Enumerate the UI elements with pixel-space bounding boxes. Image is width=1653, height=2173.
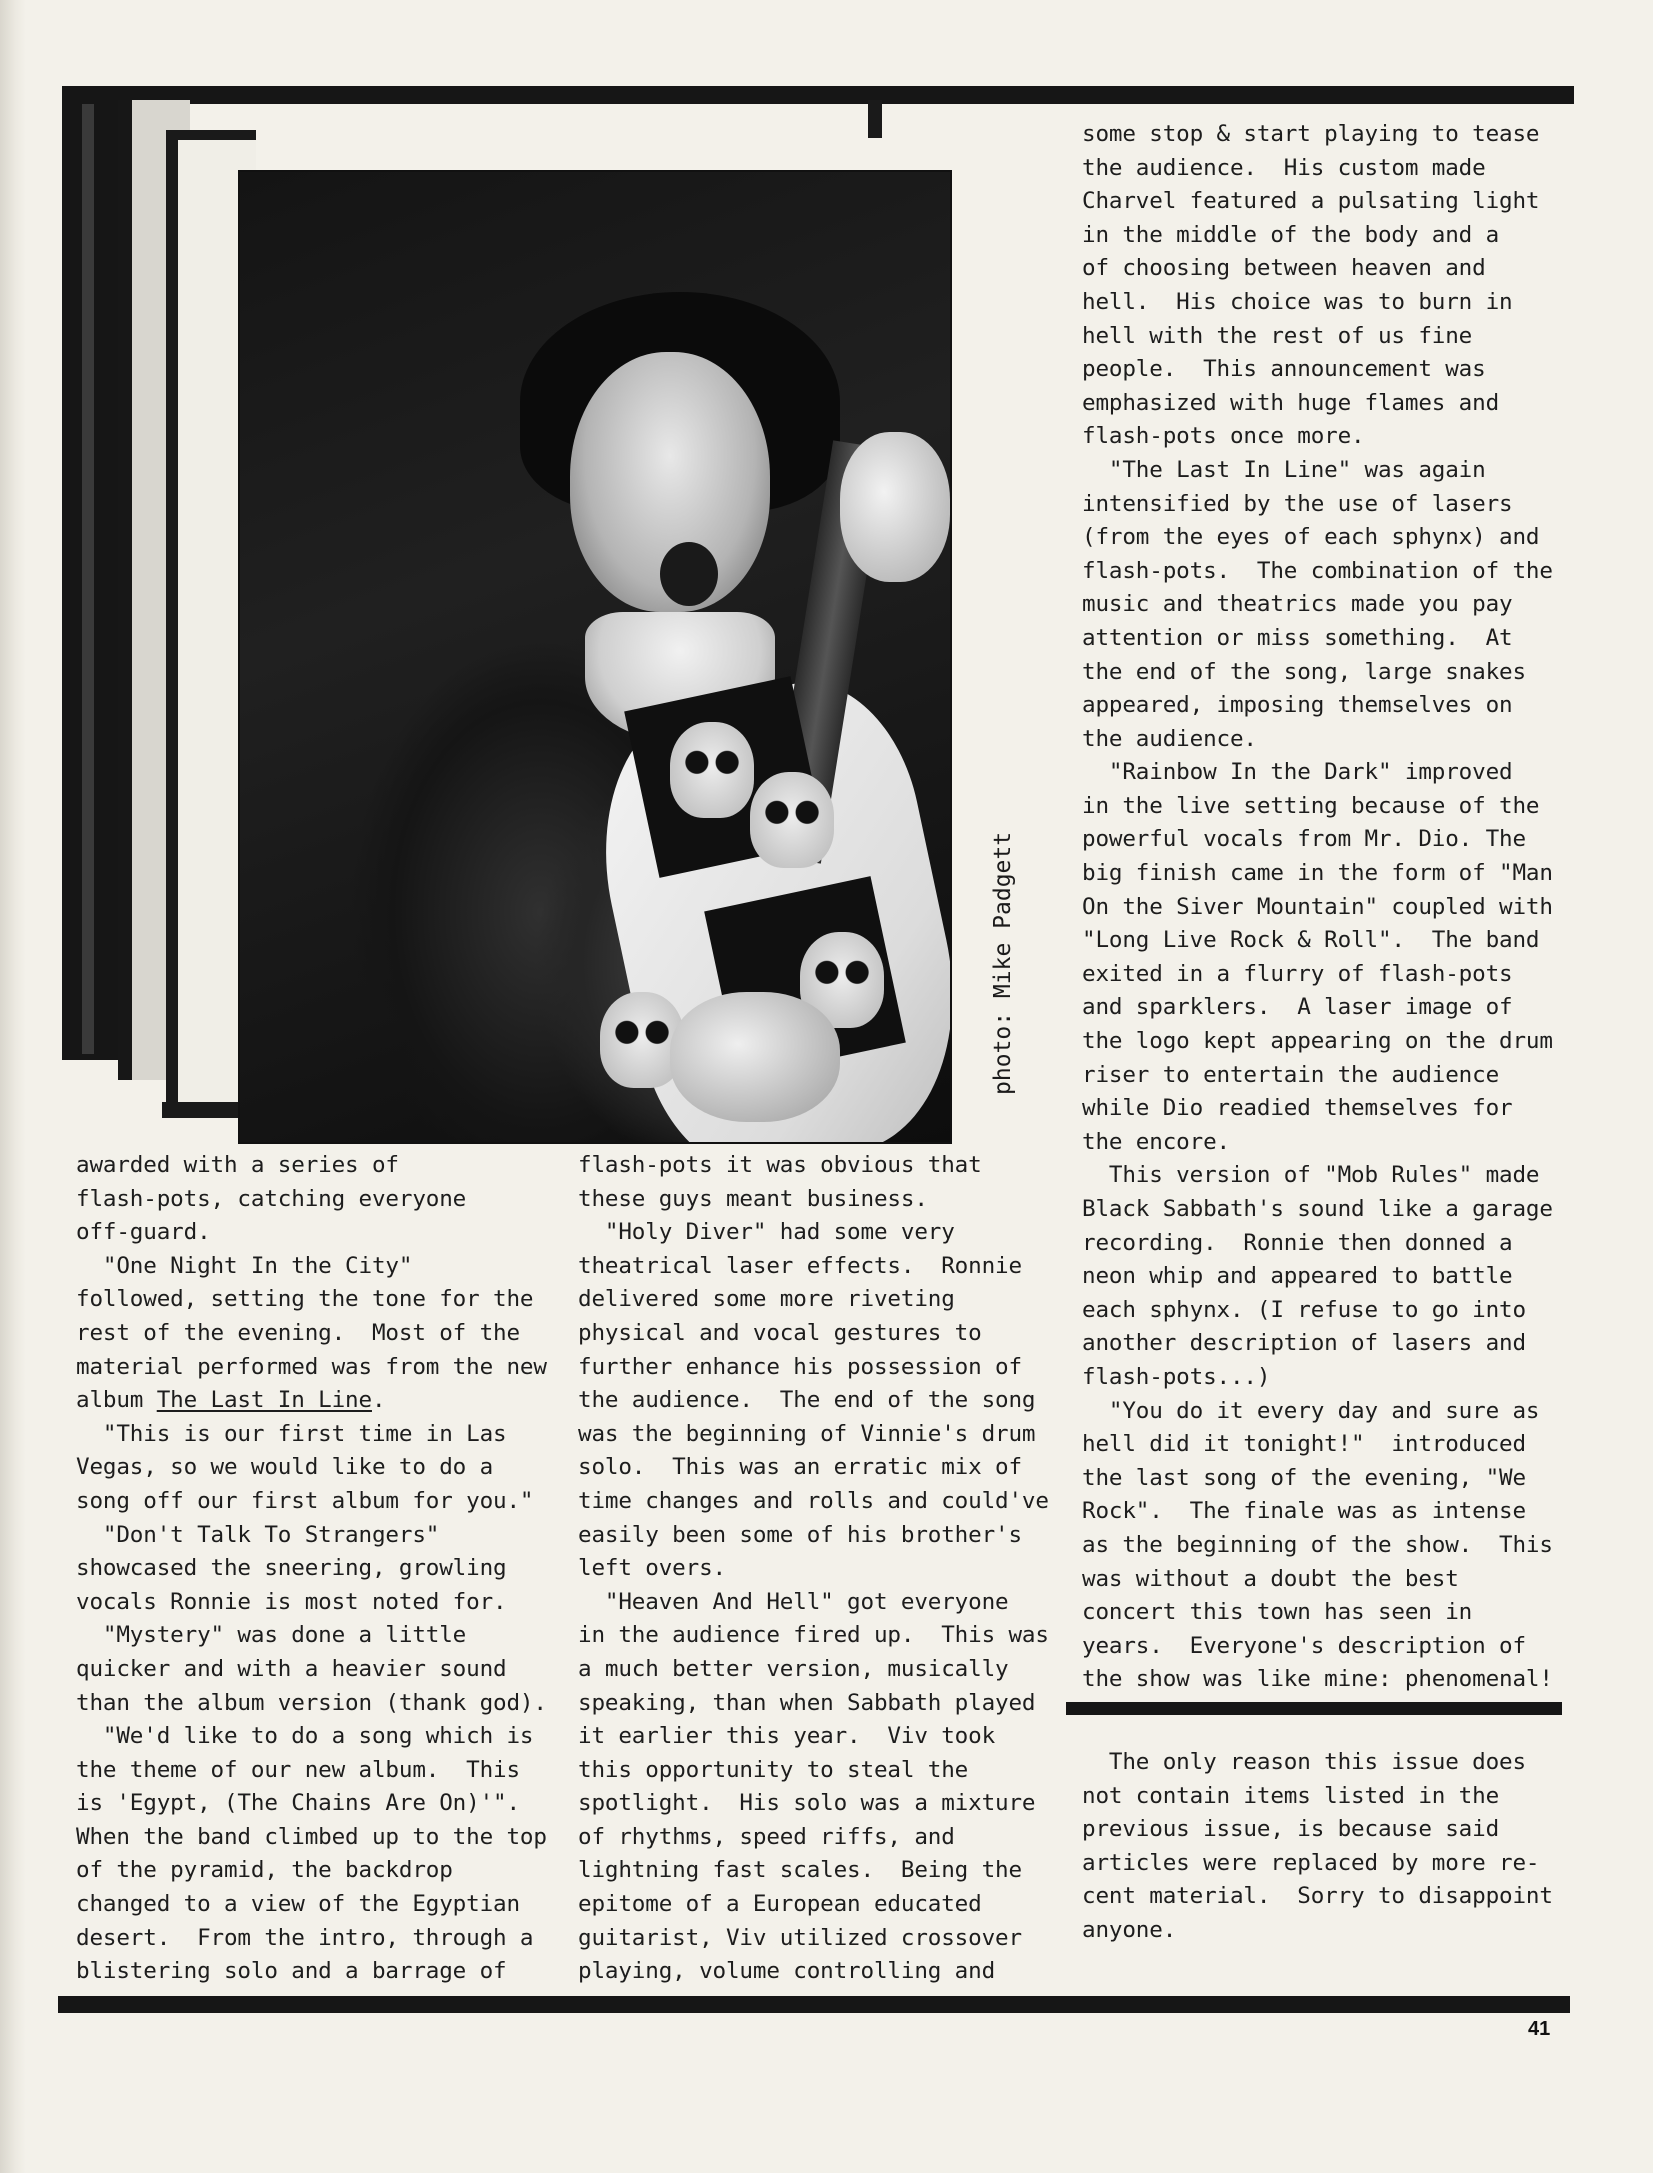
text-line: easily been some of his brother's	[578, 1521, 1022, 1548]
text-line: The only reason this issue does	[1082, 1749, 1526, 1775]
text-line: this opportunity to steal the	[578, 1756, 969, 1783]
text-line: of choosing between heaven and	[1082, 255, 1486, 282]
editor-note	[1082, 1746, 1553, 1948]
text-line: changed to a view of the Egyptian	[76, 1891, 520, 1918]
text-line: further enhance his possession of	[578, 1353, 1022, 1380]
text-line: people. This announcement was	[1082, 356, 1486, 383]
photo-skull	[750, 772, 834, 868]
text-line: neon whip and appeared to battle	[1082, 1263, 1513, 1290]
text-line: the theme of our new album. This	[76, 1756, 520, 1783]
article-column-middle	[578, 1149, 1049, 1989]
text-line: was the beginning of Vinnie's drum	[578, 1420, 1036, 1447]
text-line: attention or miss something. At	[1082, 624, 1513, 651]
photo-strumming-hand	[670, 992, 840, 1122]
text-line: each sphynx. (I refuse to go into	[1082, 1296, 1526, 1323]
text-line: vocals Ronnie is most noted for.	[76, 1588, 507, 1615]
text-line: rest of the evening. Most of the	[76, 1319, 520, 1346]
text-line: these guys meant business.	[578, 1185, 928, 1212]
text-line: previous issue, is because said	[1082, 1816, 1500, 1843]
page-number: 41	[1528, 2018, 1551, 2040]
text-line: "This is our first time in Las	[76, 1420, 507, 1447]
text-line: "One Night In the City"	[76, 1252, 413, 1279]
text-line: hell with the rest of us fine	[1082, 322, 1473, 349]
text-line: in the audience fired up. This was	[578, 1622, 1049, 1649]
text-line: it earlier this year. Viv took	[578, 1723, 996, 1750]
text-line: "Long Live Rock & Roll". The band	[1082, 927, 1540, 954]
article-column-right	[1082, 118, 1553, 1697]
text-line: Black Sabbath's sound like a garage	[1082, 1196, 1553, 1222]
text-line: "Holy Diver" had some very	[578, 1219, 955, 1246]
photo-raised-hand	[840, 432, 950, 582]
text-line: was without a doubt the best	[1082, 1565, 1459, 1592]
text-line: the audience. The end of the song	[578, 1387, 1036, 1414]
text-line: off-guard.	[76, 1219, 211, 1246]
text-line: quicker and with a heavier sound	[76, 1655, 507, 1682]
text-line: Charvel featured a pulsating light	[1082, 188, 1540, 215]
text-line: hell. His choice was to burn in	[1082, 288, 1513, 315]
text-line: speaking, than when Sabbath played	[578, 1689, 1036, 1716]
text-line: This version of "Mob Rules" made	[1082, 1162, 1540, 1189]
photo-mouth	[660, 542, 718, 606]
photo-skull	[670, 722, 754, 818]
text-line: appeared, imposing themselves on	[1082, 692, 1513, 719]
photo-frame-shadow	[162, 1102, 242, 1118]
text-line: flash-pots, catching everyone	[76, 1185, 467, 1212]
text-line: album The Last In Line.	[76, 1387, 386, 1414]
text-line: some stop & start playing to tease	[1082, 121, 1540, 147]
text-line: concert this town has seen in	[1082, 1599, 1473, 1626]
text-line: lightning fast scales. Being the	[578, 1857, 1022, 1884]
text-line: spotlight. His solo was a mixture	[578, 1790, 1036, 1817]
text-line: physical and vocal gestures to	[578, 1319, 982, 1346]
column-end-rule	[1066, 1702, 1562, 1715]
text-line: desert. From the intro, through a	[76, 1924, 534, 1951]
text-line: On the Siver Mountain" coupled with	[1082, 893, 1553, 920]
text-line: "You do it every day and sure as	[1082, 1397, 1540, 1424]
text-line: delivered some more riveting	[578, 1286, 955, 1313]
text-line: intensified by the use of lasers	[1082, 490, 1513, 517]
text-line: Vegas, so we would like to do a	[76, 1454, 494, 1481]
text-line: while Dio readied themselves for	[1082, 1095, 1513, 1122]
text-line: material performed was from the new	[76, 1353, 547, 1380]
text-line: a much better version, musically	[578, 1655, 1009, 1682]
text-line: articles were replaced by more re-	[1082, 1849, 1540, 1876]
binding-shadow	[0, 0, 26, 2173]
text-line: Rock". The finale was as intense	[1082, 1498, 1526, 1525]
text-line: showcased the sneering, growling	[76, 1555, 507, 1582]
text-line: time changes and rolls and could've	[578, 1487, 1049, 1514]
text-line: the last song of the evening, "We	[1082, 1464, 1526, 1491]
text-line: "Heaven And Hell" got everyone	[578, 1588, 1009, 1615]
text-line: the logo kept appearing on the drum	[1082, 1028, 1553, 1055]
text-line: big finish came in the form of "Man	[1082, 860, 1553, 887]
text-line: the encore.	[1082, 1128, 1230, 1155]
text-line: left overs.	[578, 1555, 726, 1582]
text-line: epitome of a European educated	[578, 1891, 982, 1918]
text-line: the audience.	[1082, 725, 1257, 752]
bottom-rule	[58, 1996, 1570, 2013]
text-line: another description of lasers and	[1082, 1330, 1526, 1357]
text-line: solo. This was an erratic mix of	[578, 1454, 1022, 1481]
text-line: "The Last In Line" was again	[1082, 456, 1486, 483]
text-line: recording. Ronnie then donned a	[1082, 1229, 1513, 1256]
text-line: cent material. Sorry to disappoint	[1082, 1883, 1553, 1910]
concert-photo	[238, 170, 952, 1144]
photo-frame-tab	[868, 100, 882, 138]
text-line: in the middle of the body and a	[1082, 221, 1500, 248]
text-line: playing, volume controlling and	[578, 1958, 996, 1985]
text-line: song off our first album for you."	[76, 1487, 534, 1514]
text-line: flash-pots once more.	[1082, 423, 1365, 450]
article-column-left	[76, 1149, 547, 1989]
photo-frame-stripe-1	[82, 104, 94, 1054]
text-line: followed, setting the tone for the	[76, 1286, 534, 1313]
text-line: than the album version (thank god).	[76, 1689, 547, 1716]
text-line: theatrical laser effects. Ronnie	[578, 1252, 1022, 1279]
text-line: anyone.	[1082, 1916, 1177, 1943]
text-line: "Don't Talk To Strangers"	[76, 1521, 440, 1548]
text-line: years. Everyone's description of	[1082, 1632, 1526, 1659]
text-line: not contain items listed in the	[1082, 1782, 1500, 1809]
text-line: as the beginning of the show. This	[1082, 1531, 1553, 1558]
text-line: riser to entertain the audience	[1082, 1061, 1500, 1088]
text-line: hell did it tonight!" introduced	[1082, 1431, 1526, 1458]
text-line: "Mystery" was done a little	[76, 1622, 467, 1649]
text-line: the show was like mine: phenomenal!	[1082, 1666, 1553, 1693]
text-line: flash-pots. The combination of the	[1082, 557, 1553, 584]
text-line: exited in a flurry of flash-pots	[1082, 960, 1513, 987]
text-line: of the pyramid, the backdrop	[76, 1857, 453, 1884]
text-line: of rhythms, speed riffs, and	[578, 1823, 955, 1850]
text-line: emphasized with huge flames and	[1082, 389, 1500, 416]
text-line: "Rainbow In the Dark" improved	[1082, 759, 1513, 786]
text-line: "We'd like to do a song which is	[76, 1723, 534, 1750]
text-line: music and theatrics made you pay	[1082, 591, 1513, 618]
text-line: blistering solo and a barrage of	[76, 1958, 507, 1985]
text-line: When the band climbed up to the top	[76, 1823, 547, 1850]
text-line: flash-pots...)	[1082, 1363, 1271, 1390]
text-line: guitarist, Viv utilized crossover	[578, 1924, 1022, 1951]
album-title: The Last In Line	[156, 1387, 372, 1414]
top-rule	[62, 86, 1574, 104]
text-line: (from the eyes of each sphynx) and	[1082, 524, 1540, 551]
text-line: and sparklers. A laser image of	[1082, 994, 1513, 1021]
text-line: awarded with a series of	[76, 1152, 399, 1178]
text-line: powerful vocals from Mr. Dio. The	[1082, 826, 1526, 853]
text-line: flash-pots it was obvious that	[578, 1152, 982, 1178]
text-line: the end of the song, large snakes	[1082, 658, 1526, 685]
text-line: is 'Egypt, (The Chains Are On)'".	[76, 1790, 520, 1817]
text-line: the audience. His custom made	[1082, 154, 1486, 181]
photo-credit: photo: Mike Padgett	[990, 831, 1016, 1095]
text-line: in the live setting because of the	[1082, 792, 1540, 819]
